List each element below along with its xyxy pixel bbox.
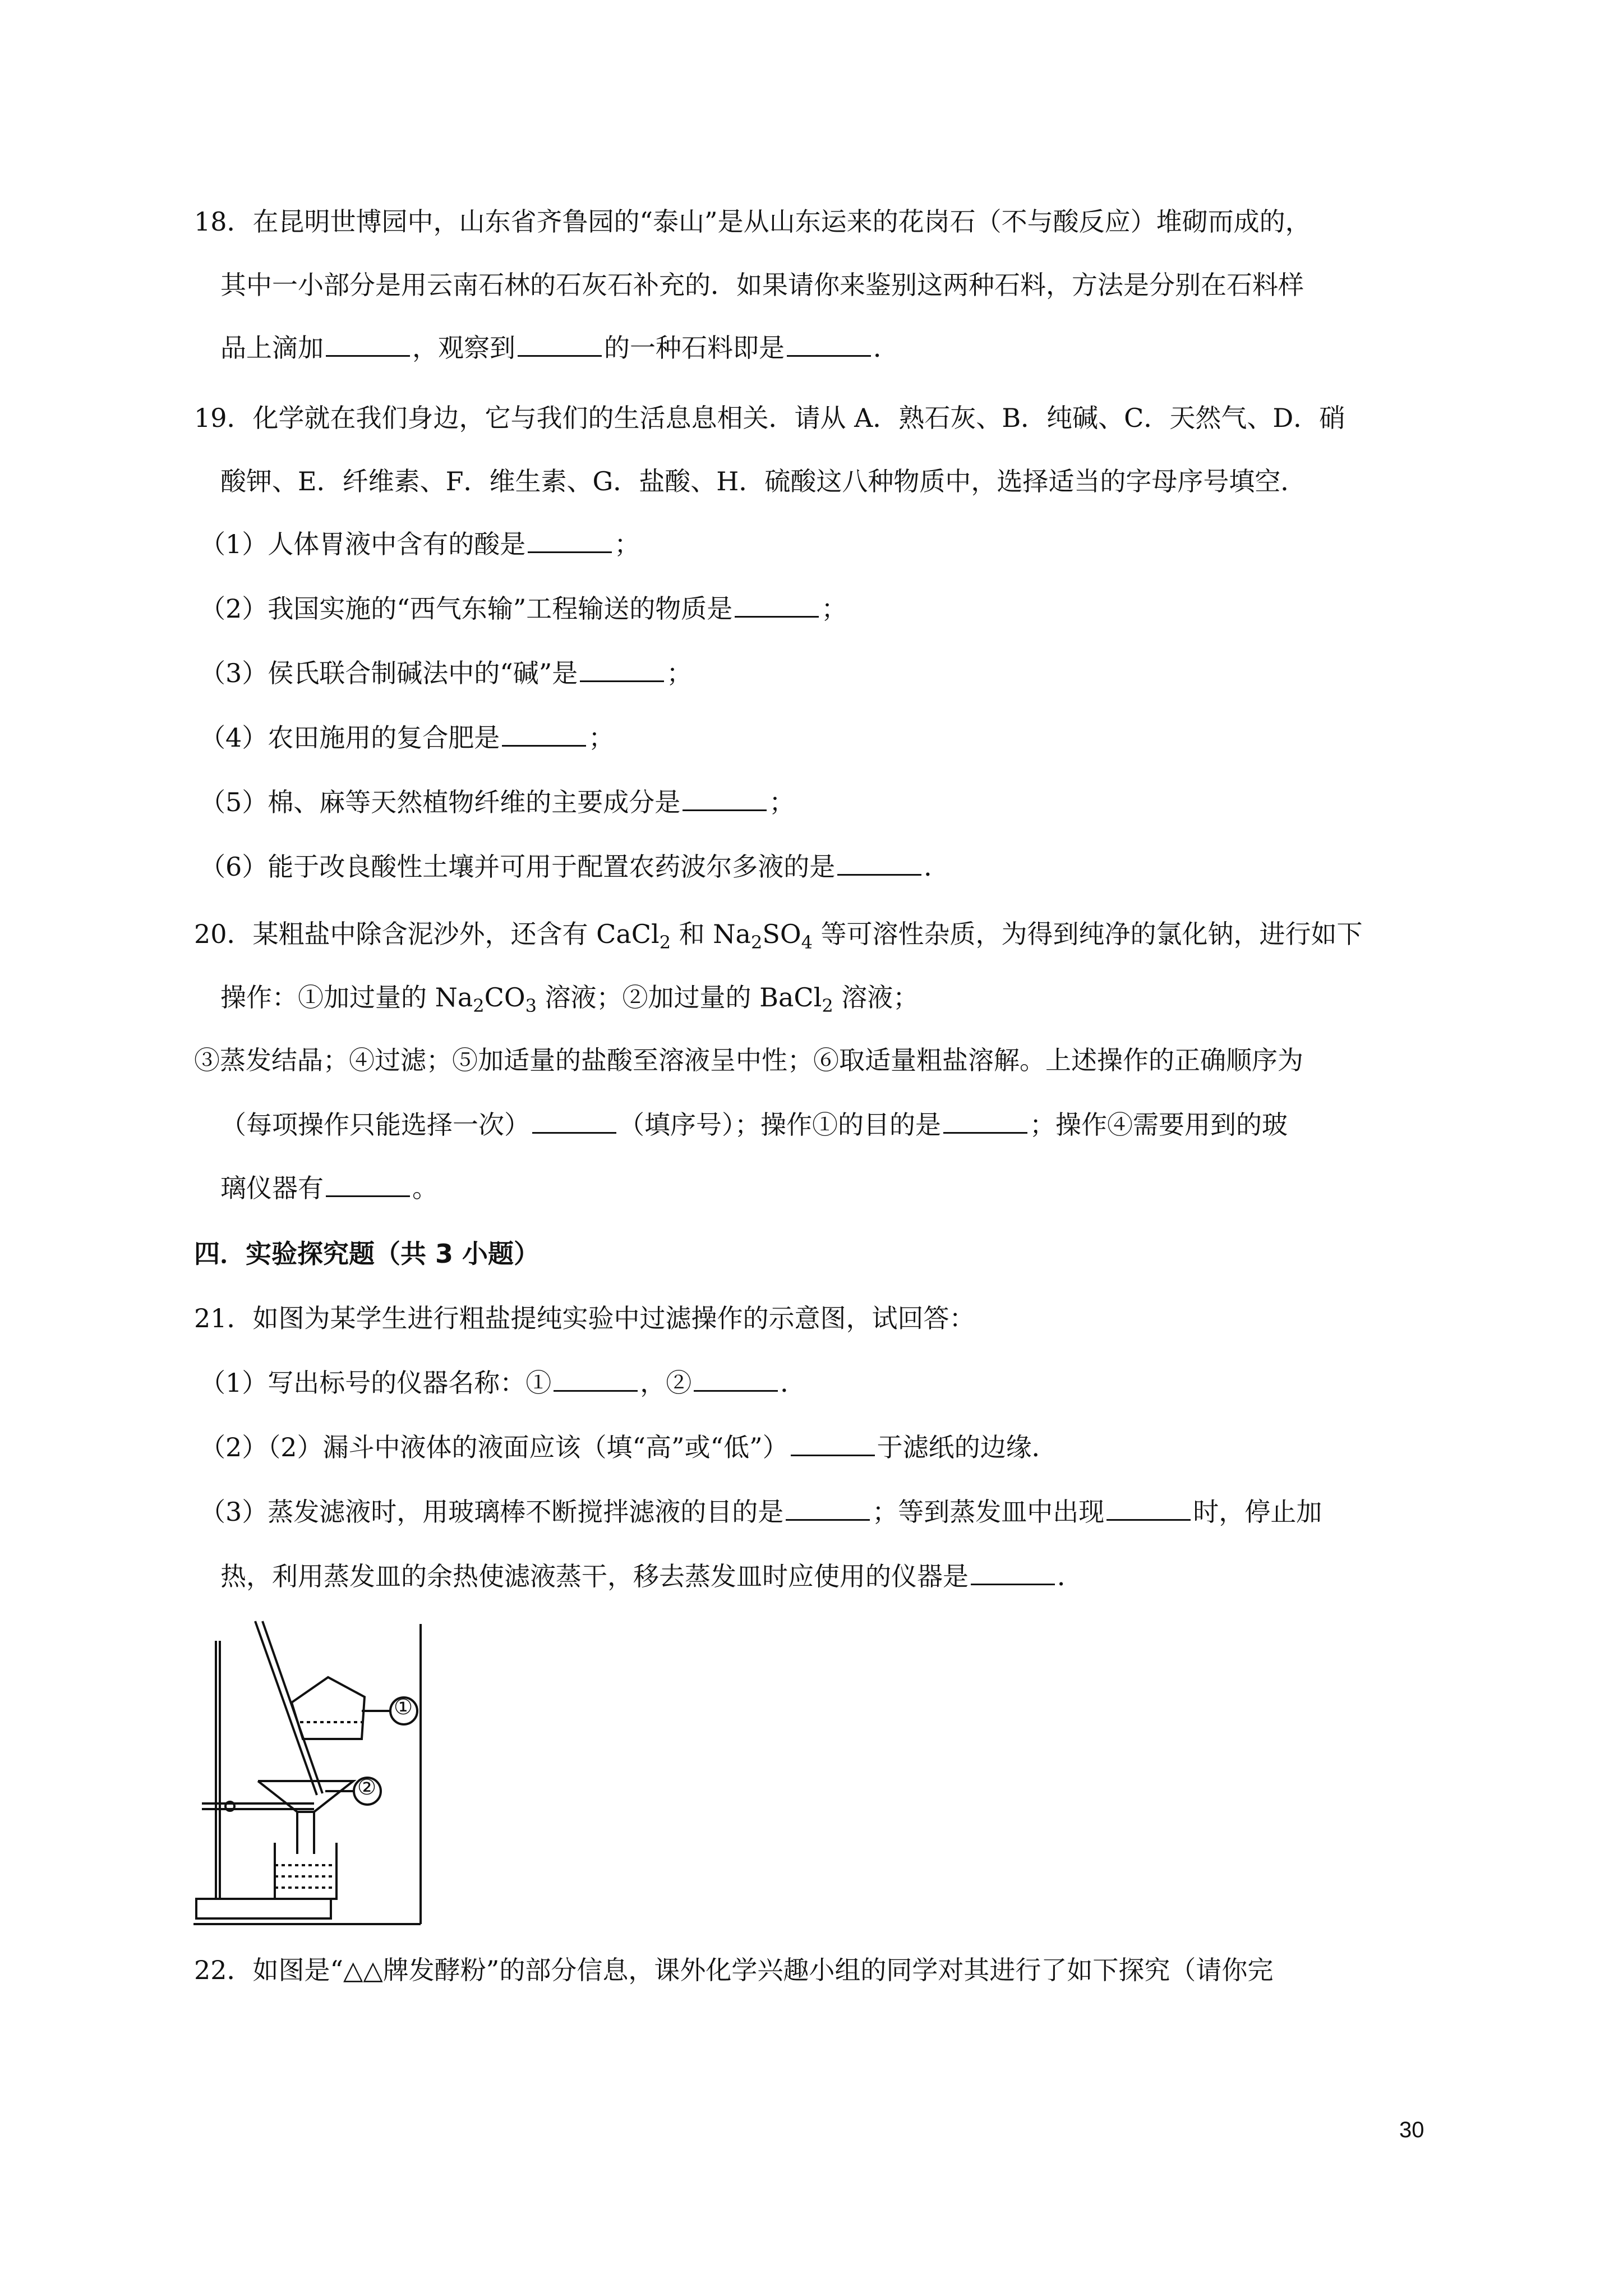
answer-blank[interactable]	[580, 658, 664, 682]
answer-blank[interactable]	[943, 1110, 1027, 1134]
section-heading: 四．实验探究题（共 3 小题）	[194, 1239, 540, 1269]
q19-sub3: （3）侯氏联合制碱法中的“碱”是 ；	[200, 658, 693, 688]
answer-blank[interactable]	[786, 1497, 870, 1521]
q19-sub4: （4）农田施用的复合肥是 ；	[200, 723, 615, 753]
answer-blank[interactable]	[326, 333, 410, 357]
q19-sub1: （1）人体胃液中含有的酸是 ；	[200, 529, 640, 559]
answer-blank[interactable]	[554, 1368, 638, 1392]
answer-blank[interactable]	[694, 1368, 778, 1392]
answer-blank[interactable]	[1106, 1497, 1191, 1521]
answer-blank[interactable]	[735, 593, 819, 618]
answer-blank[interactable]	[326, 1173, 410, 1197]
answer-blank[interactable]	[532, 1110, 616, 1134]
answer-blank[interactable]	[791, 1432, 875, 1456]
label-2: ②	[357, 1775, 377, 1800]
page-number: 30	[1399, 2118, 1424, 2142]
answer-blank[interactable]	[518, 333, 602, 357]
q21-sub3: （3）蒸发滤液时，用玻璃棒不断搅拌滤液的目的是 ；等到蒸发皿中出现 时，停止加	[200, 1497, 1322, 1527]
q21-sub1: （1）写出标号的仪器名称：① ，② ．	[200, 1368, 806, 1398]
q20-line1: 20．某粗盐中除含泥沙外，还含有 CaCl$_2$ 和 $Na_2SO_4$ 等可溶性杂质，为得到纯净的氯化钠，进行如下	[194, 919, 1363, 954]
q21-line1: 21．如图为某学生进行粗盐提纯实验中过滤操作的示意图，试回答：	[194, 1303, 975, 1333]
label-1: ①	[394, 1695, 413, 1719]
q19-sub6: （6）能于改良酸性土壤并可用于配置农药波尔多液的是 ．	[200, 852, 950, 882]
q19-line1: 19．化学就在我们身边，它与我们的生活息息相关．请从 A．熟石灰、B．纯碱、C．天然气、D．硝	[194, 403, 1345, 433]
q18-line3: 品上滴加 ，观察到 的一种石料即是 ．	[220, 333, 899, 363]
answer-blank[interactable]	[528, 529, 612, 553]
answer-blank[interactable]	[837, 852, 921, 876]
q20-line2: 操作：①加过量的 $Na_2CO_3$ 溶液；②加过量的 BaCl$_2$ 溶液；	[220, 982, 919, 1017]
q21-sub2: （2）（2）漏斗中液体的液面应该（填“高”或“低”） 于滤纸的边缘．	[200, 1432, 1058, 1462]
q20-line5: 璃仪器有 。	[220, 1173, 438, 1203]
q21-line4: 热，利用蒸发皿的余热使滤液蒸干，移去蒸发皿时应使用的仪器是 ．	[220, 1561, 1083, 1591]
answer-blank[interactable]	[971, 1561, 1055, 1585]
q20-line3: ③蒸发结晶；④过滤；⑤加适量的盐酸至溶液呈中性；⑥取适量粗盐溶解。上述操作的正确顺序为	[194, 1045, 1303, 1075]
q18-line2: 其中一小部分是用云南石林的石灰石补充的．如果请你来鉴别这两种石料，方法是分别在石料样	[220, 270, 1304, 300]
answer-blank[interactable]	[787, 333, 871, 357]
q19-line2: 酸钾、E．纤维素、F．维生素、G．盐酸、H．硫酸这八种物质中，选择适当的字母序号填空．	[220, 466, 1307, 496]
q19-sub2: （2）我国实施的“西气东输”工程输送的物质是 ；	[200, 593, 847, 624]
q20-line4: （每项操作只能选择一次） （填序号）；操作①的目的是 ；操作④需要用到的玻	[220, 1110, 1288, 1140]
q22-line1: 22．如图是“△△牌发酵粉”的部分信息，课外化学兴趣小组的同学对其进行了如下探究（请你完	[194, 1955, 1274, 1985]
q18-line1: 18．在昆明世博园中，山东省齐鲁园的“泰山”是从山东运来的花岗石（不与酸反应）堆砌而成的，	[194, 206, 1311, 237]
answer-blank[interactable]	[683, 787, 767, 811]
answer-blank[interactable]	[502, 723, 586, 747]
q19-sub5: （5）棉、麻等天然植物纤维的主要成分是 ；	[200, 787, 795, 817]
filtration-diagram	[191, 1618, 432, 1932]
